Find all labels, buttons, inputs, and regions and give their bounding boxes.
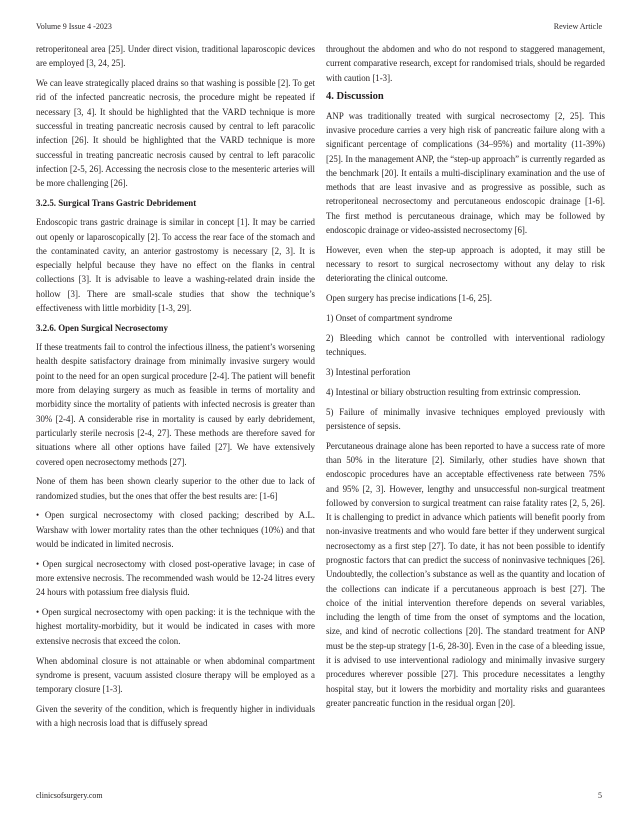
list-item: 3) Intestinal perforation: [326, 366, 411, 377]
paragraph: throughout the abdomen and who do not respond to staggered management, current comparative research, except for randomised trials, should be regarded with caution [1-3].: [326, 44, 605, 83]
page-header: [36, 22, 602, 32]
paragraph: None of them has been shown clearly superior to the other due to lack of randomized studies, but the ones that offer the best results are: [1-6]: [36, 476, 315, 501]
paragraph: If these treatments fail to control the infectious illness, the patient’s worsening health despite satisfactory drainage from minimally invasive surgery would point to the need for an open surgical procedure [2-4]. The patient will benefit more from delaying surgery as much as feasible in terms of mortality and morbidity since the mortality of patients with infected necrosis is greater than 30% [2-4]. A considerable rise in mortality is caused by early debridement, particularly sterile necrosis [2-4, 27]. These methods are therefore saved for situations where all other options have failed [27]. We have extensively covered open necrosectomy methods [27].: [36, 342, 315, 467]
list-item: 1) Onset of compartment syndrome: [326, 313, 453, 324]
left-column: [36, 42, 315, 736]
section-heading: 3.2.6. Open Surgical Necrosectomy: [36, 322, 168, 333]
section-heading-discussion: 4. Discussion: [326, 91, 384, 103]
bullet-item: • Open surgical necrosectomy with closed packing; described by A.L. Warshaw with lower mortality rates than the other techniques (10%) and that would be indicated in limited necrosis.: [36, 510, 315, 549]
bullet-item: • Open surgical necrosectomy with closed post-operative lavage; in case of more extensive necrosis. The recommended wash would be 12-24 litres every 24 hours with potassium free dialysis fluid.: [36, 558, 315, 598]
bullet-item: • Open surgical necrosectomy with open packing: it is the technique with the highest mortality-morbidity, but it would be indicated in cases with more extensive necrosis that exceed the colon.: [36, 607, 315, 646]
paragraph: Open surgery has precise indications [1-6, 25].: [326, 293, 492, 304]
paragraph: Given the severity of the condition, which is frequently higher in individuals with a high necrosis load that is diffusely spread: [36, 703, 315, 729]
paragraph: Endoscopic trans gastric drainage is similar in concept [1]. It may be carried out openly or laparoscopically [2]. To access the rear face of the stomach and the contaminated cavity, an anterior gastrostomy is necessary [2, 3]. It is especially helpful because they have no effect on the flanks in central collections [3]. It is advisable to leave a washing-related drain inside the hollow [3]. There are small-scale studies that show the technique’s effectiveness with little morbidity [1-3, 29].: [36, 217, 315, 314]
paragraph: We can leave strategically placed drains so that washing is possible [2]. To get rid of the infected pancreatic necrosis, the procedure might be repeated if necessary [3, 4]. It should be highlighted that the VARD technique is more successful in treating pancreatic necrosis caused by central to left paracolic infection [26]. It should be highlighted that the VARD technique is more successful in treating pancreatic necrosis caused by central to left paracolic infection [2-5, 26]. Accessing the necrosis close to the mesenteric arteries will be more challenging [26].: [36, 78, 315, 189]
right-column: [326, 42, 605, 716]
page-number: 5: [598, 791, 602, 800]
paragraph: retroperitoneal area [25]. Under direct vision, traditional laparoscopic devices are employed [3, 24, 25].: [36, 44, 315, 69]
paragraph: Percutaneous drainage alone has been reported to have a success rate of more than 50% in the literature [2]. Similarly, other studies have shown that endoscopic procedures have an acceptable effectiveness rate between 75% and 95% [2, 3]. However, lengthy and unsuccessful non-surgical treatment followed by conversion to surgical treatment can raise fatality rates [2, 5, 26]. It is challenging to predict in advance which patients will benefit poorly from non-invasive treatments and who would fare better if they underwent surgical necrosectomy as a first step [27]. To date, it has not been possible to identify prognostic factors that can predict the success of noninvasive techniques [26]. Undoubtedly, the collection’s substance as well as the quantity and location of the collections can indicate if a percutaneous approach is best [27]. The choice of the initial intervention therefore depends on several variables, including the length of time from the onset of symptoms and the location, size, and kind of necrotic collections [20]. The standard treatment for ANP must be the step-up strategy [1-6, 28-30]. Even in the case of a bleeding issue, it is advised to use interventional radiology and minimally invasive surgery procedures wherever possible [27]. This procedure necessitates a lengthy hospital stay, but it lowers the morbidity and mortality risks and guarantees greater pancreatic function in the residual organ [20].: [326, 440, 605, 708]
article-type: Review Article: [553, 22, 602, 31]
list-item: 2) Bleeding which cannot be controlled with interventional radiology techniques.: [326, 332, 605, 358]
section-heading: 3.2.5. Surgical Trans Gastric Debridement: [36, 197, 197, 208]
paragraph: When abdominal closure is not attainable or when abdominal compartment syndrome is present, vacuum assisted closure therapy will be employed as a temporary closure [1-3].: [36, 655, 315, 695]
journal-website: clinicsofsurgery.com: [36, 791, 103, 800]
page-footer: [36, 791, 602, 801]
list-item: 5) Failure of minimally invasive techniques employed previously with persistence of sepsis.: [326, 406, 605, 431]
paragraph: ANP was traditionally treated with surgical necrosectomy [2, 25]. This invasive procedure carries a very high risk of pancreatic failure along with a significant percentage of complications (34–95%) and mortality (11-39%) [25]. In the management ANP, the “step-up approach” is currently regarded as the benchmark [20]. It entails a multi-disciplinary examination and the use of methods that are least invasive and as progressive as possible, such as retroperitoneal necrosectomy and percutaneous endoscopic drainage [1-6]. The first method is percutaneous drainage, which may be followed by endoscopic drainage or video-assisted necrosectomy [6].: [326, 110, 605, 236]
list-item: 4) Intestinal or biliary obstruction resulting from extrinsic compression.: [326, 386, 581, 397]
journal-volume: Volume 9 Issue 4 -2023: [36, 22, 112, 31]
paragraph: However, even when the step-up approach is adopted, it may still be necessary to resort to surgical necrosectomy without any delay to risk deteriorating the clinical outcome.: [326, 244, 605, 284]
